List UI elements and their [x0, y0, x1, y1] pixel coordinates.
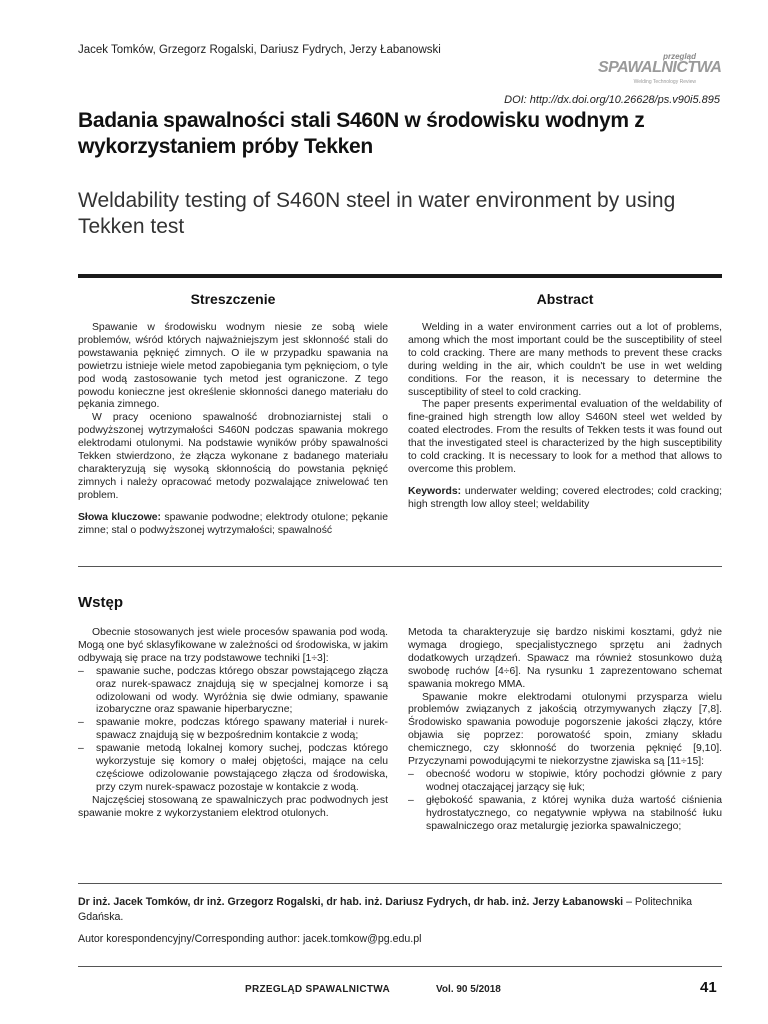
abstract-body [408, 322, 722, 512]
wstep-intro: Obecnie stosowanych jest wiele procesów spawania pod wodą. Mogą one być sklasyfikowane w zależności od środowiska, w jakim odbywają się prace na trzy podstawowe techniki [1÷3]: [78, 627, 388, 664]
logo-subtitle: Welding Technology Review [633, 79, 696, 85]
title-divider [78, 274, 722, 278]
keywords-label: Keywords: [408, 485, 462, 497]
list-item: – głębokość spawania, z której wynika duża wartość ciśnienia hydrostatycznego, co negatywnie wpływa na stabilność łuku spawalniczego oraz metalurgię jeziorka spawalniczego; [408, 795, 722, 834]
abstract-heading: Abstract [536, 291, 594, 307]
streszczenie-body [78, 322, 388, 538]
affiliation-institution: – Politechnika Gdańska. [78, 896, 693, 923]
corresponding-author: Autor korespondencyjny/Corresponding author: jacek.tomkow@pg.edu.pl [78, 933, 422, 945]
page-number: 41 [700, 979, 717, 996]
list-item: – obecność wodoru w stopiwie, który pochodzi głównie z pary wodnej otaczającej jarzący się łuk; [408, 769, 722, 795]
abstract-paragraph: The paper presents experimental evaluation of the weldability of fine-grained high strength low alloy S460N steel wet welded by coated electrodes. From the results of Tekken tests it was found out that the investigated steel is characterized by the high susceptibility to cold cracking. It is necessary to look for a method that allows to overcome this problem. [408, 399, 722, 475]
technique-list [78, 666, 388, 795]
wstep-left-column [78, 627, 388, 821]
abstract-paragraph: Welding in a water environment carries out a lot of problems, among which the most important could be the susceptibility of steel to cold cracking. There are many methods to prevent these cracks during welding in the air, which couldn't be use in wet welding conditions. For the reason, it is necessary to determine the susceptibility of steel to cold cracking. [408, 322, 722, 398]
author-list: Jacek Tomków, Grzegorz Rogalski, Dariusz Fydrych, Jerzy Łabanowski [78, 44, 441, 56]
abstract-keywords [408, 486, 722, 512]
footnote-divider [78, 883, 722, 884]
title-english: Weldability testing of S460N steel in water environment by using Tekken test [78, 189, 676, 238]
keywords-text: spawanie podwodne; elektrody otulone; pękanie zimne; stal o podwyższonej wytrzymałości; spawalność [78, 511, 388, 536]
cause-list [408, 769, 722, 834]
affiliation-names: Dr inż. Jacek Tomków, dr inż. Grzegorz Rogalski, dr hab. inż. Dariusz Fydrych, dr hab. inż. Jerzy Łabanowski [78, 896, 624, 908]
keywords-text: underwater welding; covered electrodes; cold cracking; high strength low alloy steel; weldability [408, 485, 722, 510]
list-item: – spawanie suche, podczas którego obszar powstającego złącza oraz nurek-spawacz znajdują się w specjalnej komorze i są odizolowani od wody. Wyróżnia się dwie odmiany, spawanie izobaryczne oraz spawanie hiperbaryczne; [78, 666, 388, 718]
wstep-heading: Wstęp [78, 594, 123, 611]
logo-small-text: przegląd [663, 52, 696, 61]
doi-link[interactable]: DOI: http://dx.doi.org/10.26628/ps.v90i5.895 [504, 94, 720, 106]
footer-divider [78, 966, 722, 967]
keywords-label: Słowa kluczowe: [78, 511, 162, 523]
wstep-right-column [408, 627, 722, 834]
streszczenie-heading: Streszczenie [190, 291, 276, 307]
streszczenie-paragraph: Spawanie w środowisku wodnym niesie ze sobą wiele problemów, wśród których najważniejszym jest skłonność stali do powstawania pęknięć zimnych. O ile w przypadku spawania na powietrzu istnieje wiele metod zapobiegania tym pęknięciom, o tyle pod wodą zastosowanie tych metod jest ograniczone. Z tego powodu konieczne jest określenie skłonności danego materiału do pękania zimnego. [78, 322, 388, 411]
footer-volume: Vol. 90 5/2018 [436, 984, 501, 995]
logo-main-text: SPAWALNICTWA [598, 59, 722, 76]
streszczenie-keywords [78, 512, 388, 538]
wstep-right-paragraph: Spawanie mokre elektrodami otulonymi przysparza wielu problemów związanych z jakością otrzymywanych złączy [7,8]. Środowisko spawania powoduje pogorszenie jakości złączy, które objawia się poprzez: porowatość spoin, zmiany składu chemicznego, czy skłonność do tworzenia pęknięć [9,10]. Przyczynami powodującymi te niekorzystne zjawiska są [11÷15]: [408, 691, 722, 768]
abstract-divider [78, 566, 722, 567]
wstep-outro: Najczęściej stosowaną ze spawalniczych prac podwodnych jest spawanie mokre z wykorzystaniem elektrod otulonych. [78, 794, 388, 819]
list-item: – spawanie metodą lokalnej komory suchej, podczas którego wykorzystuje się komory o małej objętości, mające na celu częściowe odizolowanie powstającego złącza od środowiska, przy czym nurek-spawacz pozostaje w kontakcie z wodą. [78, 743, 388, 795]
affiliation [78, 895, 722, 925]
list-item: – spawanie mokre, podczas którego spawany materiał i nurek-spawacz znajdują się w bezpośrednim kontakcie z wodą; [78, 717, 388, 743]
streszczenie-paragraph: W pracy oceniono spawalność drobnoziarnistej stali o podwyższonej wytrzymałości S460N podczas spawania mokrego elektrodami otulonymi. Na podstawie wyników próby spawalności Tekken stwierdzono, że złącza wykonane z badanego materiału charakteryzują się wysoką skłonnością do powstania pęknięć zimnych i należy opracować metody pozwalające zniwelować ten problem. [78, 412, 388, 501]
journal-logo [598, 52, 722, 92]
title-polish: Badania spawalności stali S460N w środowisku wodnym z wykorzystaniem próby Tekken [78, 109, 645, 158]
wstep-right-paragraph: Metoda ta charakteryzuje się bardzo niskimi kosztami, gdyż nie wymaga drogiego, specjalistycznego sprzętu ani żadnych dodatkowych urządzeń. Spawacz ma również stosunkowo dużą swobodę ruchów [4÷6]. Na rysunku 1 zaprezentowano schemat spawania mokrego MMA. [408, 627, 722, 690]
footer-journal-name: PRZEGLĄD SPAWALNICTWA [245, 984, 391, 995]
